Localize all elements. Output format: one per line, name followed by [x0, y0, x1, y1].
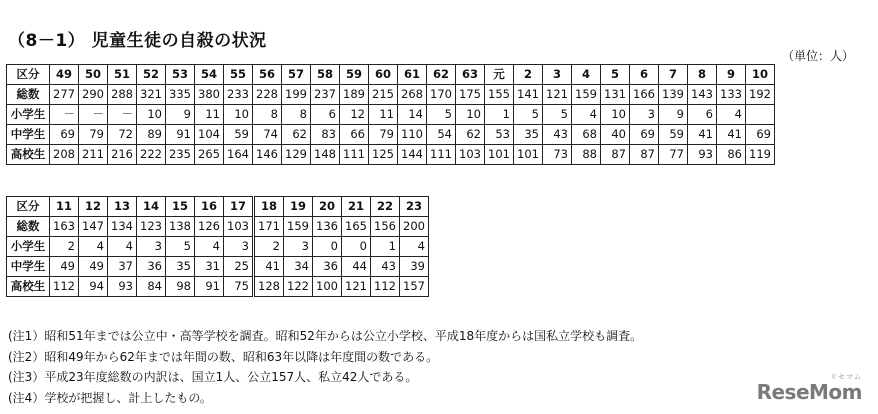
value-cell: 208 — [50, 145, 79, 165]
year-header-cell: 58 — [311, 65, 340, 85]
table-row — [7, 237, 429, 257]
value-cell: 35 — [166, 257, 195, 277]
value-cell: 277 — [50, 85, 79, 105]
year-header-cell: 23 — [400, 197, 429, 217]
value-cell: 75 — [224, 277, 254, 297]
year-header-cell: 22 — [371, 197, 400, 217]
value-cell: 3 — [630, 105, 659, 125]
value-cell: 216 — [108, 145, 137, 165]
year-header-cell: 2 — [514, 65, 543, 85]
year-header-cell: 53 — [166, 65, 195, 85]
value-cell: 79 — [369, 125, 398, 145]
value-cell: 49 — [50, 257, 79, 277]
value-cell: 122 — [284, 277, 313, 297]
year-header-cell: 21 — [342, 197, 371, 217]
table-row — [7, 125, 775, 145]
value-cell: 146 — [253, 145, 282, 165]
value-cell: 321 — [137, 85, 166, 105]
year-header-cell: 55 — [224, 65, 253, 85]
value-cell: 268 — [398, 85, 427, 105]
value-cell: － — [50, 105, 79, 125]
value-cell: 134 — [108, 217, 137, 237]
year-header-cell: 62 — [427, 65, 456, 85]
year-header-cell: 5 — [601, 65, 630, 85]
year-header-cell: 16 — [195, 197, 224, 217]
year-header-cell: 19 — [284, 197, 313, 217]
value-cell: 68 — [572, 125, 601, 145]
value-cell: 11 — [369, 105, 398, 125]
value-cell: 121 — [543, 85, 572, 105]
value-cell: 157 — [400, 277, 429, 297]
row-label-cell: 中学生 — [7, 125, 50, 145]
value-cell: 128 — [254, 277, 284, 297]
value-cell: 41 — [717, 125, 746, 145]
value-cell: 93 — [688, 145, 717, 165]
value-cell: 12 — [340, 105, 369, 125]
year-header-cell: 20 — [313, 197, 342, 217]
value-cell: 165 — [342, 217, 371, 237]
year-header-cell: 15 — [166, 197, 195, 217]
value-cell: 87 — [601, 145, 630, 165]
value-cell: 2 — [50, 237, 79, 257]
value-cell: 133 — [717, 85, 746, 105]
value-cell: 62 — [456, 125, 485, 145]
value-cell: 156 — [371, 217, 400, 237]
value-cell: 200 — [400, 217, 429, 237]
value-cell: 166 — [630, 85, 659, 105]
header-row — [7, 65, 775, 85]
year-header-cell: 8 — [688, 65, 717, 85]
value-cell: 126 — [195, 217, 224, 237]
notes — [8, 326, 642, 408]
value-cell: 93 — [108, 277, 137, 297]
value-cell: 69 — [50, 125, 79, 145]
year-header-cell: 3 — [543, 65, 572, 85]
value-cell: 4 — [400, 237, 429, 257]
value-cell: 6 — [688, 105, 717, 125]
value-cell: 87 — [630, 145, 659, 165]
value-cell — [746, 105, 775, 125]
value-cell: 233 — [224, 85, 253, 105]
value-cell: 3 — [137, 237, 166, 257]
value-cell: 72 — [108, 125, 137, 145]
value-cell: 125 — [369, 145, 398, 165]
year-header-cell: 49 — [50, 65, 79, 85]
value-cell: 10 — [137, 105, 166, 125]
value-cell: 129 — [282, 145, 311, 165]
value-cell: 77 — [659, 145, 688, 165]
unit-label: （単位：人） — [781, 49, 854, 63]
value-cell: 170 — [427, 85, 456, 105]
value-cell: 215 — [369, 85, 398, 105]
value-cell: 288 — [108, 85, 137, 105]
row-label-cell: 中学生 — [7, 257, 50, 277]
year-header-cell: 13 — [108, 197, 137, 217]
year-header-cell: 60 — [369, 65, 398, 85]
year-header-cell: 52 — [137, 65, 166, 85]
value-cell: 131 — [601, 85, 630, 105]
value-cell: 8 — [253, 105, 282, 125]
value-cell: 222 — [137, 145, 166, 165]
year-header-cell: 9 — [717, 65, 746, 85]
year-header-cell: 4 — [572, 65, 601, 85]
value-cell: 86 — [717, 145, 746, 165]
table-row — [7, 257, 429, 277]
value-cell: 62 — [282, 125, 311, 145]
note-3: (注3）平成23年度総数の内訳は、国立1人、公立157人、私立42人である。 — [8, 370, 418, 384]
header-row — [7, 197, 429, 217]
value-cell: 110 — [398, 125, 427, 145]
value-cell: 91 — [195, 277, 224, 297]
value-cell: 1 — [371, 237, 400, 257]
value-cell: 36 — [137, 257, 166, 277]
value-cell: 199 — [282, 85, 311, 105]
value-cell: 10 — [601, 105, 630, 125]
value-cell: 4 — [572, 105, 601, 125]
value-cell: 100 — [313, 277, 342, 297]
row-label-cell: 総数 — [7, 217, 50, 237]
value-cell: 211 — [79, 145, 108, 165]
value-cell: 143 — [688, 85, 717, 105]
year-header-cell: 6 — [630, 65, 659, 85]
table-row — [7, 85, 775, 105]
row-label-cell: 総数 — [7, 85, 50, 105]
note-4: (注4）学校が把握し、計上したもの。 — [8, 390, 212, 405]
value-cell: 8 — [282, 105, 311, 125]
note-2: (注2）昭和49年から62年までは年間の数、昭和63年以降は年度間の数である。 — [8, 349, 439, 364]
year-header-cell: 元 — [485, 65, 514, 85]
value-cell: 164 — [224, 145, 253, 165]
value-cell: 69 — [630, 125, 659, 145]
value-cell: 163 — [50, 217, 79, 237]
value-cell: 25 — [224, 257, 254, 277]
year-header-cell: 51 — [108, 65, 137, 85]
table-row — [7, 105, 775, 125]
value-cell: 136 — [313, 217, 342, 237]
value-cell: 2 — [254, 237, 284, 257]
year-header-cell: 11 — [50, 197, 79, 217]
note-1: (注1）昭和51年までは公立中・高等学校を調査。昭和52年からは公立小学校、平成18年度からは国私立学校も調査。 — [8, 329, 643, 343]
year-header-cell: 14 — [137, 197, 166, 217]
value-cell: 41 — [688, 125, 717, 145]
resemom-logo — [756, 373, 862, 404]
value-cell: 83 — [311, 125, 340, 145]
year-header-cell: 17 — [224, 197, 254, 217]
value-cell: 40 — [601, 125, 630, 145]
value-cell: 119 — [746, 145, 775, 165]
value-cell: 53 — [485, 125, 514, 145]
value-cell: 5 — [543, 105, 572, 125]
value-cell: 11 — [195, 105, 224, 125]
value-cell: 89 — [137, 125, 166, 145]
value-cell: 335 — [166, 85, 195, 105]
value-cell: 14 — [398, 105, 427, 125]
value-cell: 228 — [253, 85, 282, 105]
value-cell: 94 — [79, 277, 108, 297]
value-cell: 103 — [224, 217, 254, 237]
suicide-table-2 — [6, 196, 429, 297]
value-cell: 39 — [400, 257, 429, 277]
value-cell: 111 — [340, 145, 369, 165]
value-cell: 74 — [253, 125, 282, 145]
value-cell: 4 — [195, 237, 224, 257]
value-cell: 37 — [108, 257, 137, 277]
value-cell: 144 — [398, 145, 427, 165]
value-cell: 0 — [313, 237, 342, 257]
value-cell: 104 — [195, 125, 224, 145]
year-header-cell: 59 — [340, 65, 369, 85]
value-cell: 138 — [166, 217, 195, 237]
value-cell: 10 — [456, 105, 485, 125]
value-cell: 36 — [313, 257, 342, 277]
value-cell: 73 — [543, 145, 572, 165]
value-cell: － — [79, 105, 108, 125]
year-header-cell: 18 — [254, 197, 284, 217]
logo-text: ReseMom — [756, 380, 862, 404]
value-cell: 103 — [456, 145, 485, 165]
value-cell: 88 — [572, 145, 601, 165]
value-cell: 3 — [284, 237, 313, 257]
value-cell: 148 — [311, 145, 340, 165]
value-cell: 4 — [79, 237, 108, 257]
table-row — [7, 145, 775, 165]
value-cell: 175 — [456, 85, 485, 105]
value-cell: 4 — [717, 105, 746, 125]
value-cell: 35 — [514, 125, 543, 145]
value-cell: 159 — [572, 85, 601, 105]
value-cell: 380 — [195, 85, 224, 105]
table-row — [7, 217, 429, 237]
year-header-cell: 61 — [398, 65, 427, 85]
value-cell: 54 — [427, 125, 456, 145]
value-cell: 139 — [659, 85, 688, 105]
value-cell: 101 — [485, 145, 514, 165]
value-cell: 235 — [166, 145, 195, 165]
page-title: （8－1） 児童生徒の自殺の状況 — [8, 31, 267, 51]
year-header-cell: 50 — [79, 65, 108, 85]
year-header-cell: 56 — [253, 65, 282, 85]
value-cell: 265 — [195, 145, 224, 165]
row-label-cell: 高校生 — [7, 277, 50, 297]
value-cell: 9 — [166, 105, 195, 125]
value-cell: 69 — [746, 125, 775, 145]
value-cell: 101 — [514, 145, 543, 165]
suicide-table-1 — [6, 64, 775, 165]
year-header-cell: 10 — [746, 65, 775, 85]
year-header-cell: 7 — [659, 65, 688, 85]
value-cell: 112 — [371, 277, 400, 297]
value-cell: 66 — [340, 125, 369, 145]
value-cell: 112 — [50, 277, 79, 297]
value-cell: 0 — [342, 237, 371, 257]
value-cell: 91 — [166, 125, 195, 145]
header-label-cell: 区分 — [7, 65, 50, 85]
value-cell: 111 — [427, 145, 456, 165]
value-cell: 34 — [284, 257, 313, 277]
value-cell: 147 — [79, 217, 108, 237]
value-cell: 59 — [659, 125, 688, 145]
value-cell: 5 — [427, 105, 456, 125]
value-cell: 5 — [166, 237, 195, 257]
value-cell: 10 — [224, 105, 253, 125]
value-cell: 44 — [342, 257, 371, 277]
value-cell: 59 — [224, 125, 253, 145]
value-cell: 123 — [137, 217, 166, 237]
value-cell: 171 — [254, 217, 284, 237]
value-cell: 6 — [311, 105, 340, 125]
year-header-cell: 54 — [195, 65, 224, 85]
header-label-cell: 区分 — [7, 197, 50, 217]
value-cell: 4 — [108, 237, 137, 257]
value-cell: 192 — [746, 85, 775, 105]
value-cell: 79 — [79, 125, 108, 145]
logo-subtext: リセマム — [830, 373, 862, 381]
value-cell: 49 — [79, 257, 108, 277]
value-cell: 141 — [514, 85, 543, 105]
value-cell: 1 — [485, 105, 514, 125]
value-cell: － — [108, 105, 137, 125]
value-cell: 43 — [543, 125, 572, 145]
value-cell: 43 — [371, 257, 400, 277]
table-row — [7, 277, 429, 297]
row-label-cell: 小学生 — [7, 237, 50, 257]
year-header-cell: 57 — [282, 65, 311, 85]
value-cell: 189 — [340, 85, 369, 105]
value-cell: 98 — [166, 277, 195, 297]
row-label-cell: 小学生 — [7, 105, 50, 125]
year-header-cell: 63 — [456, 65, 485, 85]
value-cell: 237 — [311, 85, 340, 105]
value-cell: 155 — [485, 85, 514, 105]
value-cell: 41 — [254, 257, 284, 277]
row-label-cell: 高校生 — [7, 145, 50, 165]
value-cell: 9 — [659, 105, 688, 125]
value-cell: 290 — [79, 85, 108, 105]
value-cell: 3 — [224, 237, 254, 257]
value-cell: 84 — [137, 277, 166, 297]
value-cell: 121 — [342, 277, 371, 297]
year-header-cell: 12 — [79, 197, 108, 217]
value-cell: 159 — [284, 217, 313, 237]
value-cell: 5 — [514, 105, 543, 125]
value-cell: 31 — [195, 257, 224, 277]
